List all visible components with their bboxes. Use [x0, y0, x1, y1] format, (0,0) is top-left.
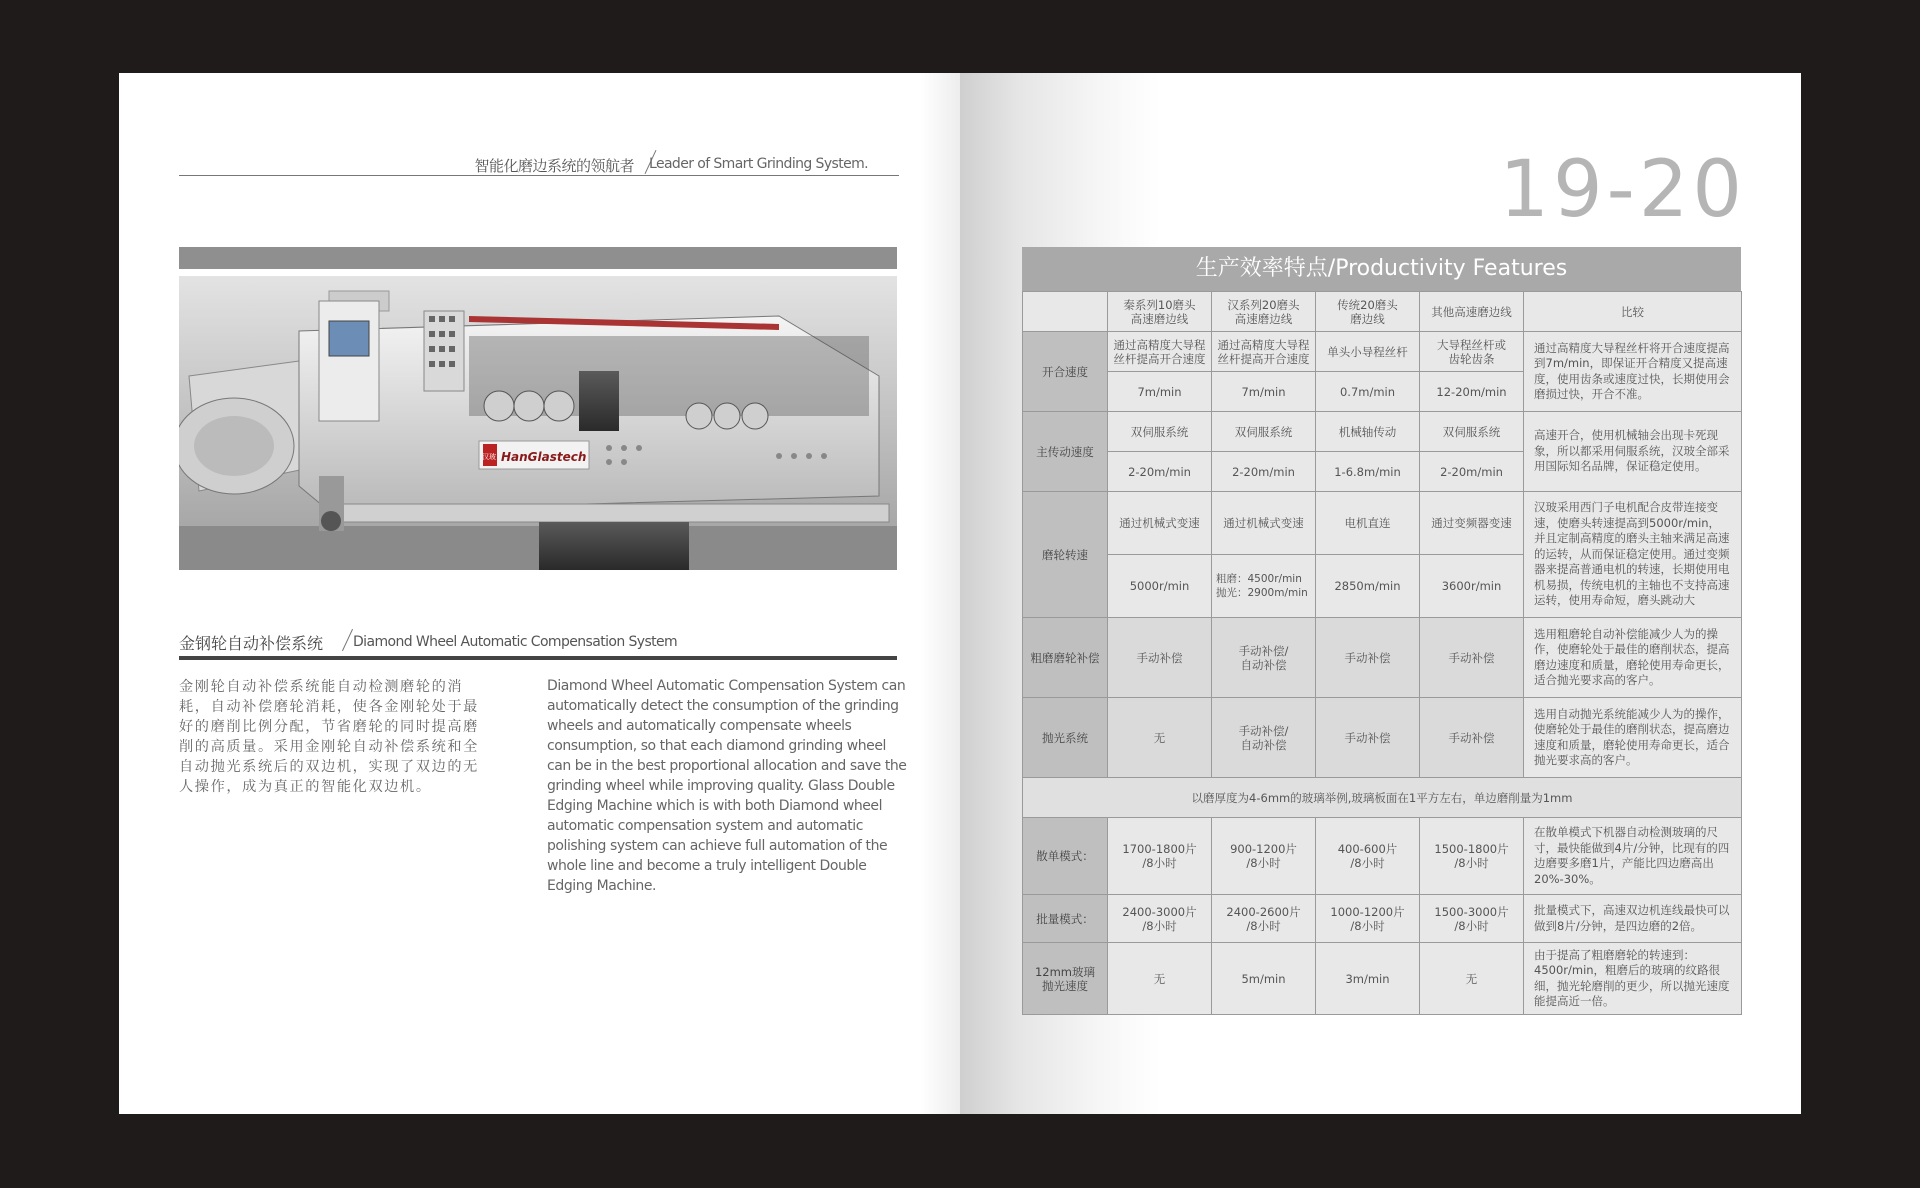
table-cell: 无 [1420, 943, 1524, 1015]
compare-cell: 通过高精度大导程丝杆将开合速度提高到7m/min，即保证开合精度又提高速度，使用齿条或速度过快，长期使用会磨损过快，开合不准。 [1524, 332, 1742, 412]
table-cell: 手动补偿 [1108, 618, 1212, 698]
machine-photo [179, 276, 897, 570]
table-cell: 通过高精度大导程 丝杆提高开合速度 [1212, 332, 1316, 372]
compare-cell: 汉玻采用西门子电机配合皮带连接变速，使磨头转速提高到5000r/min，并且定制高精度的磨头主轴来满足高速的运转，从而保证稳定使用。通过变频器来提高普通电机的转速，长期使用电机易损，传统电机的主轴也不支持高速运转，使用寿命短，磨头跳动大 [1524, 492, 1742, 618]
table-cell: 400-600片 /8小时 [1316, 818, 1420, 895]
row-label: 主传动速度 [1023, 412, 1108, 492]
table-cell: 2-20m/min [1212, 452, 1316, 492]
table-cell: 1500-3000片 /8小时 [1420, 895, 1524, 943]
row-label: 散单模式： [1023, 818, 1108, 895]
table-row [1023, 895, 1742, 943]
table-cell: 无 [1108, 698, 1212, 778]
description-cn: 金刚轮自动补偿系统能自动检测磨轮的消耗，自动补偿磨轮消耗，使各金刚轮处于最好的磨削比例分配，节省磨轮的同时提高磨削的高质量。采用金刚轮自动补偿系统和全自动抛光系统后的双边机，实现了双边的无人操作，成为真正的智能化双边机。 [179, 679, 479, 795]
table-cell: 1500-1800片 /8小时 [1420, 818, 1524, 895]
table-cell: 通过机械式变速 [1212, 492, 1316, 555]
table-cell: 3m/min [1316, 943, 1420, 1015]
compare-cell: 批量模式下，高速双边机连线最快可以做到8片/分钟，是四边磨的2倍。 [1524, 895, 1742, 943]
table-cell: 大导程丝杆或 齿轮齿条 [1420, 332, 1524, 372]
table-cell: 5m/min [1212, 943, 1316, 1015]
row-label: 批量模式： [1023, 895, 1108, 943]
table-row [1023, 698, 1742, 778]
section-title-cn: 金钢轮自动补偿系统 [179, 634, 324, 653]
table-cell: 手动补偿 [1316, 698, 1420, 778]
table-cell: 5000r/min [1108, 555, 1212, 618]
decorative-bar [179, 247, 897, 269]
compare-cell: 高速开合，使用机械轴会出现卡死现象，所以都采用伺服系统，汉玻全部采用国际知名品牌，保证稳定使用。 [1524, 412, 1742, 492]
table-cell: 900-1200片 /8小时 [1212, 818, 1316, 895]
table-cell: 通过机械式变速 [1108, 492, 1212, 555]
description-en: Diamond Wheel Automatic Compensation System can automatically detect the consumption of the grinding wheels and automatically compensate wheels consumption, so that each diamond grinding wheel can be in the best proportional allocation and save the grinding wheel while improving quality. Glass Double Edging Machine which is with both Diamond wheel automatic compensation system and automatic polishing system can achieve full automation of the whole line and become a truly intelligent Double Edging Machine. [547, 678, 907, 894]
compare-cell: 选用自动抛光系统能减少人为的操作，使磨轮处于最佳的磨削状态，提高磨边速度和质量，磨轮使用寿命更长，适合抛光要求高的客户。 [1524, 698, 1742, 778]
table-cell: 2-20m/min [1108, 452, 1212, 492]
table-cell: 3600r/min [1420, 555, 1524, 618]
brand-text: HanGlastech [501, 450, 587, 464]
table-row [1023, 618, 1742, 698]
table-cell: 0.7m/min [1316, 372, 1420, 412]
header-cn-title: 智能化磨边系统的领航者 [474, 157, 634, 175]
table-header-row [1023, 292, 1742, 332]
brand-logo-text: 汉玻 [482, 453, 496, 461]
table-cell: 无 [1108, 943, 1212, 1015]
compare-cell: 由于提高了粗磨磨轮的转速到：4500r/min，粗磨后的玻璃的纹路很细，抛光轮磨削的更少，所以抛光速度能提高近一倍。 [1524, 943, 1742, 1015]
table-note: 以磨厚度为4-6mm的玻璃举例,玻璃板面在1平方左右，单边磨削量为1mm [1023, 778, 1742, 818]
table-note-row [1023, 778, 1742, 818]
table-cell: 双伺服系统 [1420, 412, 1524, 452]
table-cell: 手动补偿 [1316, 618, 1420, 698]
table-cell: 2400-3000片 /8小时 [1108, 895, 1212, 943]
compare-cell: 在散单模式下机器自动检测玻璃的尺寸，最快能做到4片/分钟，比现有的四边磨要多磨1片，产能比四边磨高出20%-30%。 [1524, 818, 1742, 895]
table-cell: 手动补偿/ 自动补偿 [1212, 618, 1316, 698]
table-cell: 手动补偿/ 自动补偿 [1212, 698, 1316, 778]
section-divider [342, 629, 353, 651]
table-cell: 双伺服系统 [1212, 412, 1316, 452]
page-number: 19-20 [1499, 145, 1746, 235]
row-label: 粗磨磨轮补偿 [1023, 618, 1108, 698]
row-label: 开合速度 [1023, 332, 1108, 412]
table-cell: 双伺服系统 [1108, 412, 1212, 452]
section-title-en: Diamond Wheel Automatic Compensation System [353, 634, 678, 650]
table-title: 生产效率特点/Productivity Features [1022, 247, 1741, 291]
table-cell: 7m/min [1212, 372, 1316, 412]
table-row [1023, 818, 1742, 895]
table-cell: 通过高精度大导程 丝杆提高开合速度 [1108, 332, 1212, 372]
productivity-table [1022, 247, 1741, 1015]
section-title [179, 626, 897, 660]
left-page [119, 73, 960, 1114]
header-cell: 比较 [1524, 292, 1742, 332]
header-en-title: Leader of Smart Grinding System. [648, 156, 868, 172]
table-cell: 机械轴传动 [1316, 412, 1420, 452]
compare-cell: 选用粗磨轮自动补偿能减少人为的操作，使磨轮处于最佳的磨削状态，提高磨边速度和质量，磨轮使用寿命更长，适合抛光要求高的客户。 [1524, 618, 1742, 698]
table-cell: 粗磨：4500r/min 抛光：2900m/min [1212, 555, 1316, 618]
table-cell: 通过变频器变速 [1420, 492, 1524, 555]
row-label: 抛光系统 [1023, 698, 1108, 778]
table-row [1023, 492, 1742, 555]
table-row [1023, 332, 1742, 372]
table-row [1023, 412, 1742, 452]
table-cell: 单头小导程丝杆 [1316, 332, 1420, 372]
row-label: 12mm玻璃 抛光速度 [1023, 943, 1108, 1015]
header-cell: 其他高速磨边线 [1420, 292, 1524, 332]
table-cell: 12-20m/min [1420, 372, 1524, 412]
page-header [179, 143, 899, 176]
table-cell: 2400-2600片 /8小时 [1212, 895, 1316, 943]
table-cell: 电机直连 [1316, 492, 1420, 555]
table-cell: 手动补偿 [1420, 698, 1524, 778]
features-table [1022, 291, 1742, 1015]
header-cell: 传统20磨头 磨边线 [1316, 292, 1420, 332]
header-cell: 汉系列20磨头 高速磨边线 [1212, 292, 1316, 332]
table-cell: 1700-1800片 /8小时 [1108, 818, 1212, 895]
table-cell: 2850m/min [1316, 555, 1420, 618]
table-cell: 1000-1200片 /8小时 [1316, 895, 1420, 943]
header-cell: 秦系列10磨头 高速磨边线 [1108, 292, 1212, 332]
table-row [1023, 943, 1742, 1015]
table-cell: 1-6.8m/min [1316, 452, 1420, 492]
header-cell [1023, 292, 1108, 332]
table-cell: 手动补偿 [1420, 618, 1524, 698]
table-cell: 2-20m/min [1420, 452, 1524, 492]
right-page [960, 73, 1801, 1114]
table-cell: 7m/min [1108, 372, 1212, 412]
row-label: 磨轮转速 [1023, 492, 1108, 618]
